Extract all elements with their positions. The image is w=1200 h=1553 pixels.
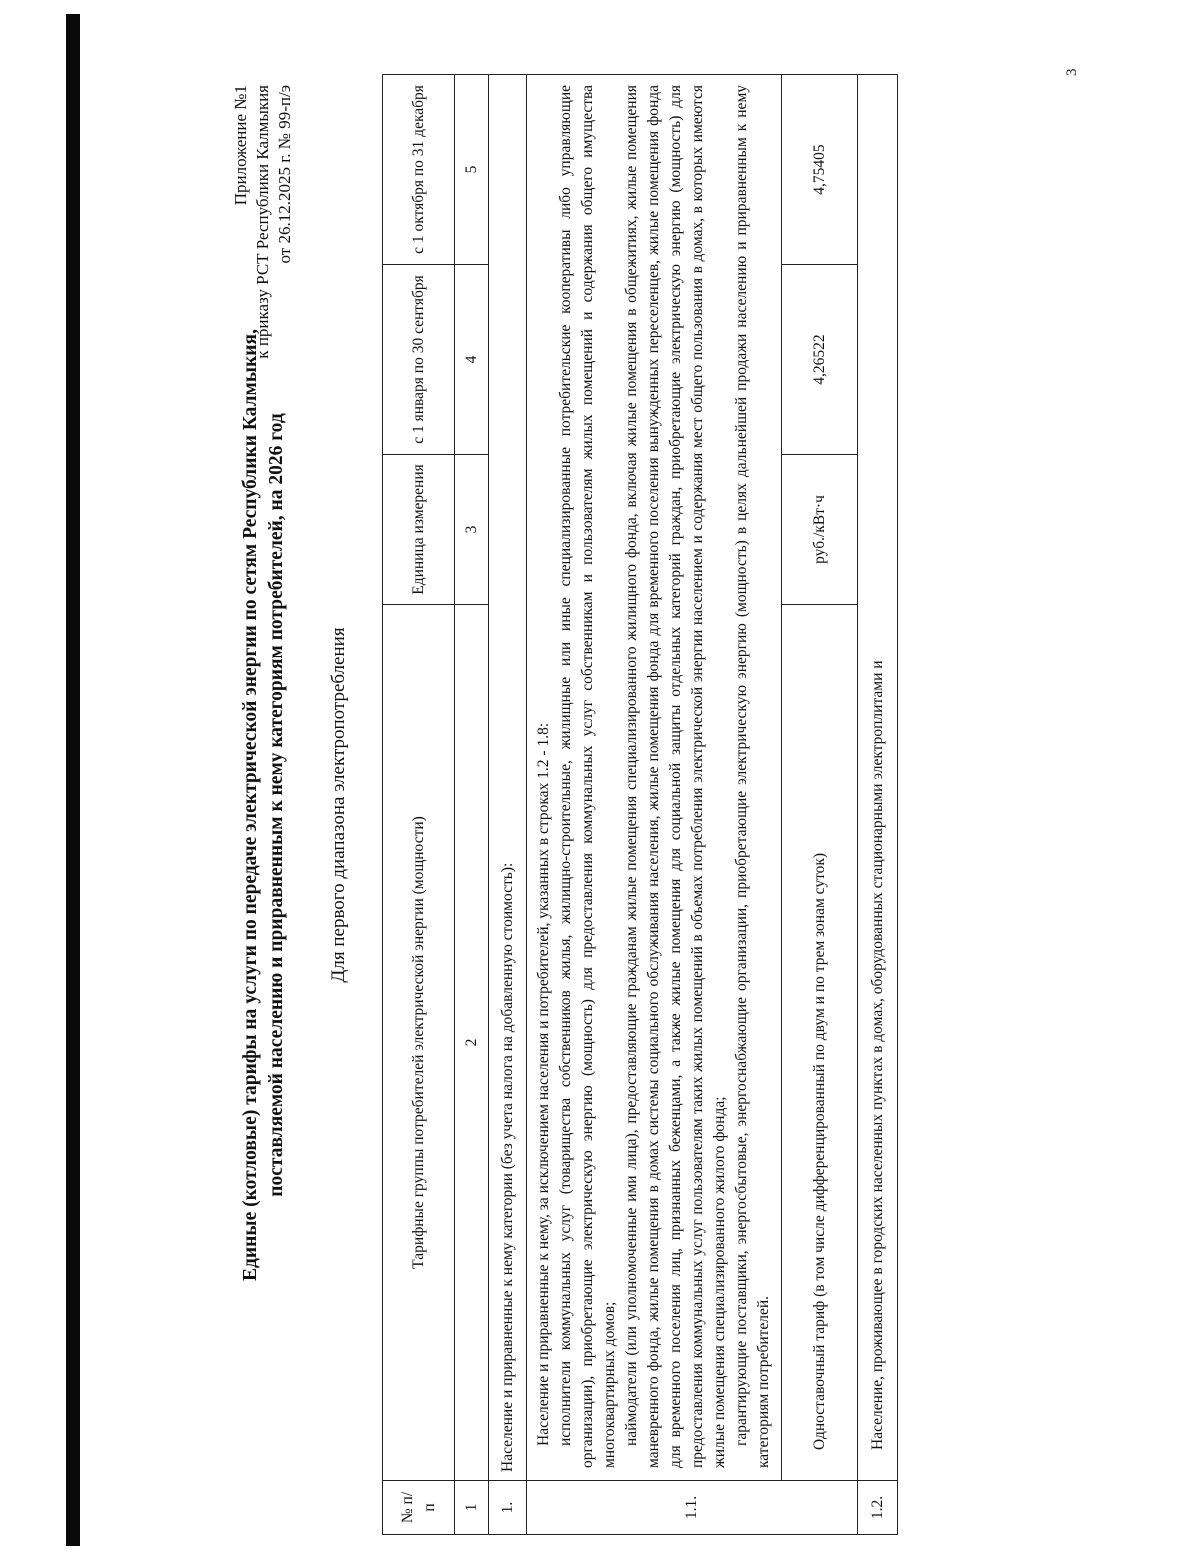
column-number-row	[455, 75, 489, 1535]
appendix-line-2: к приказу РСТ Республики Калмыкия	[253, 85, 272, 359]
row-text: Население, проживающее в городских населенных пунктах в домах, оборудованных стационарными электроплитами и	[858, 75, 898, 1481]
header-period-2: с 1 октября по 31 декабря	[383, 75, 455, 265]
scan-edge-bar	[66, 14, 80, 1546]
appendix-line-1: Приложение №1	[231, 85, 250, 206]
tariff-table	[382, 74, 898, 1535]
title-line-1: Единые (котловые) тарифы на услуги по передаче электрической энергии по сетям Республики Калмыкия,	[240, 329, 261, 1281]
appendix-line-3: от 26.12.2025 г. № 99-п/э	[275, 85, 294, 264]
col-number: 2	[455, 605, 489, 1481]
row-text: Население и приравненные к нему категории (без учета налога на добавленную стоимость):	[489, 75, 527, 1481]
document-title	[238, 75, 290, 1535]
tariff-type: Одноставочный тариф (в том числе дифференцированный по двум и по трем зонам суток)	[782, 605, 858, 1481]
rotated-document-sheet	[230, 75, 1060, 1535]
col-number: 1	[455, 1481, 489, 1535]
tariff-value-period-2: 4,75405	[782, 75, 858, 265]
title-line-2: поставляемой населению и приравненным к нему категориям потребителей, на 2026 год	[266, 413, 287, 1197]
page-number: 3	[1064, 68, 1080, 76]
row-paragraph: исполнители коммунальных услуг (товарищества собственников жилья, жилищно-строительные, жилищные или иные специализированные потребительские кооперативы либо управляющие организации), приобретающие электрическую энергию (мощность) для предоставления коммунальных услуг собственникам и пользователям жилых помещений и содержания общего имущества многоквартирных домов;	[557, 85, 618, 1468]
row-paragraph: наймодатели (или уполномоченные ими лица), предоставляющие гражданам жилые помещения специализированного жилищного фонда, включая жилые помещения в общежитиях, жилые помещения маневренного фонда, жилые помещения в домах системы социального обслуживания населения, жилые помещения фонда для временного поселения вынужденных переселенцев, жилые помещения фонда для временного поселения лиц, признанных беженцами, а также жилые помещения для социальной защиты отдельных категорий граждан, приобретающие электрическую энергию (мощность) для предоставления коммунальных услуг пользователям таких жилых помещений в объемах потребления электрической энергии населением и содержания мест общего пользования в домах, в которых имеются жилые помещения специализированного жилого фонда;	[623, 85, 728, 1468]
table-row	[527, 75, 782, 1535]
col-number: 4	[455, 265, 489, 455]
tariff-unit: руб./кВт·ч	[782, 455, 858, 605]
header-num: № п/п	[383, 1481, 455, 1535]
table-row	[858, 75, 898, 1535]
col-number: 5	[455, 75, 489, 265]
row-description	[527, 75, 782, 1481]
document-subtitle: Для первого диапазона электропотребления	[328, 627, 349, 983]
row-paragraph: гарантирующие поставщики, энергосбытовые, энергоснабжающие организации, приобретающие электрическую энергию (мощность) в целях дальнейшей продажи населению и приравненным к нему категориям потребителей.	[733, 85, 772, 1468]
table-row	[489, 75, 527, 1535]
row-number: 1.2.	[858, 1481, 898, 1535]
header-group: Тарифные группы потребителей электрической энергии (мощности)	[383, 605, 455, 1481]
row-number: 1.	[489, 1481, 527, 1535]
row-paragraph: Население и приравненные к нему, за исключением населения и потребителей, указанных в строках 1.2 - 1.8:	[535, 722, 552, 1446]
header-unit: Единица измерения	[383, 455, 455, 605]
table-header-row	[383, 75, 455, 1535]
table-row	[782, 75, 858, 1535]
col-number: 3	[455, 455, 489, 605]
tariff-value-period-1: 4,26522	[782, 265, 858, 455]
header-period-1: с 1 января по 30 сентября	[383, 265, 455, 455]
row-number: 1.1.	[527, 1481, 858, 1535]
